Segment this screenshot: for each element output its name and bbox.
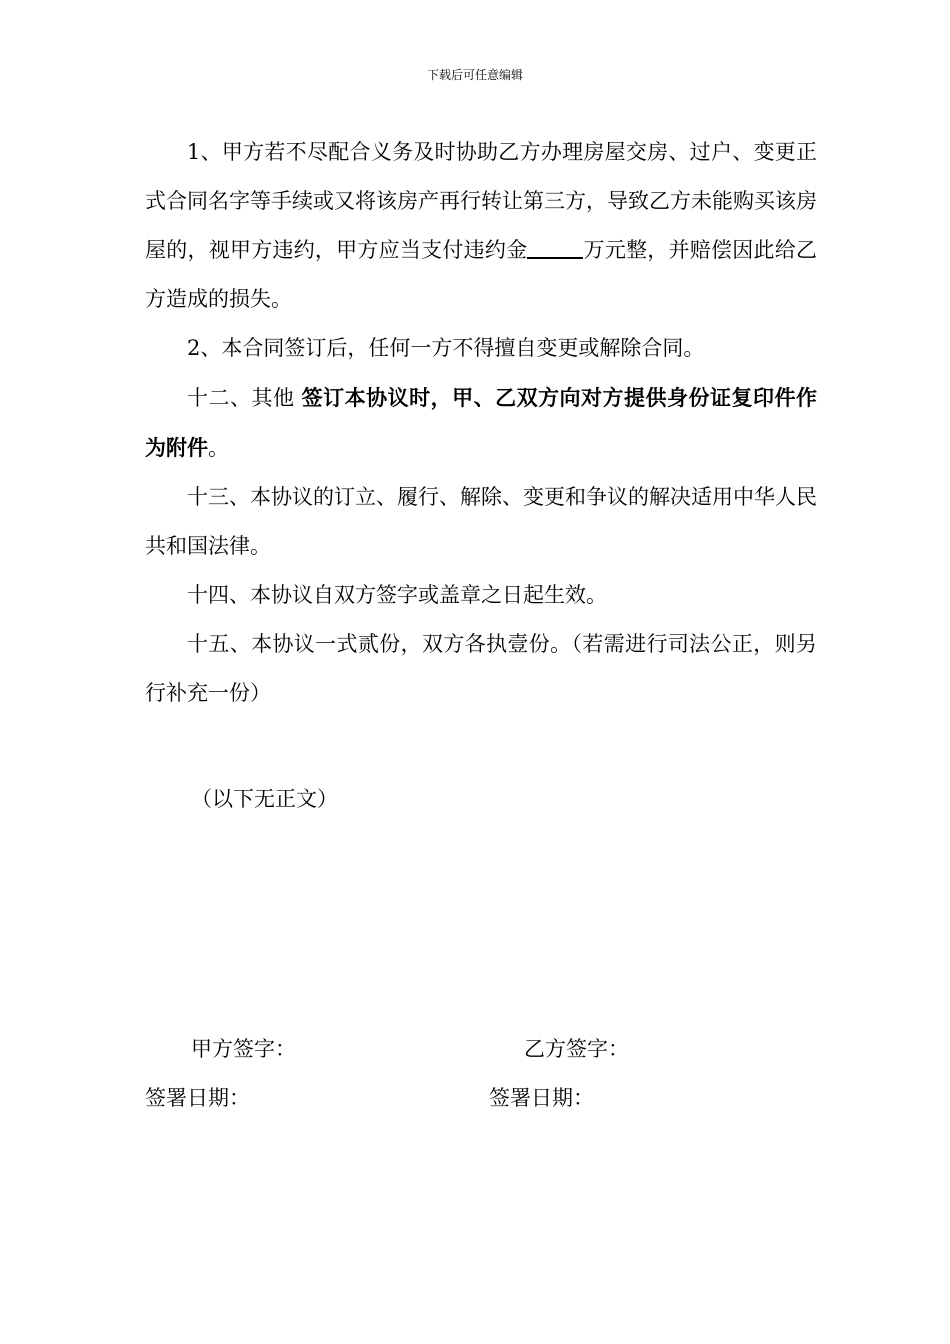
clause-12-bold-text: 签订本协议时，甲、乙双方向对方提供身份证复印件作为附件 [145, 385, 817, 460]
penalty-amount-blank[interactable] [527, 237, 583, 259]
clause-1-text-end: 万元整，并赔偿因此给乙方造成的损失。 [145, 238, 817, 311]
clause-13: 十三、本协议的订立、履行、解除、变更和争议的解决适用中华人民共和国法律。 [145, 485, 817, 558]
page-header: 下载后可任意编辑 [426, 68, 523, 82]
clause-15: 十五、本协议一式贰份，双方各执壹份。（若需进行司法公正，则另行补充一份） [145, 632, 817, 705]
clause-1-text: 1、甲方若不尽配合义务及时协助乙方办理房屋交房、过户、变更正式合同名字等手续或又将该房产再行转让第三方，导致乙方未能购买该房屋的，视甲方违约，甲方应当支付违约金 [145, 140, 817, 262]
clause-12 [145, 373, 817, 473]
party-a-signature-label: 甲方签字： [191, 1037, 296, 1061]
clause-2: 2、本合同签订后，任何一方不得擅自变更或解除合同。 [187, 336, 705, 360]
clause-12-end: 。 [208, 436, 229, 460]
clause-12-title: 十二、其他 [187, 386, 302, 410]
clause-1 [145, 128, 817, 324]
end-of-text-note: （以下无正文） [191, 787, 338, 811]
party-b-signature-label: 乙方签字： [524, 1037, 629, 1061]
clause-14: 十四、本协议自双方签字或盖章之日起生效。 [187, 583, 607, 607]
contract-body [145, 128, 817, 718]
party-b-date-label: 签署日期： [489, 1086, 594, 1110]
party-a-date-label: 签署日期： [145, 1086, 250, 1110]
